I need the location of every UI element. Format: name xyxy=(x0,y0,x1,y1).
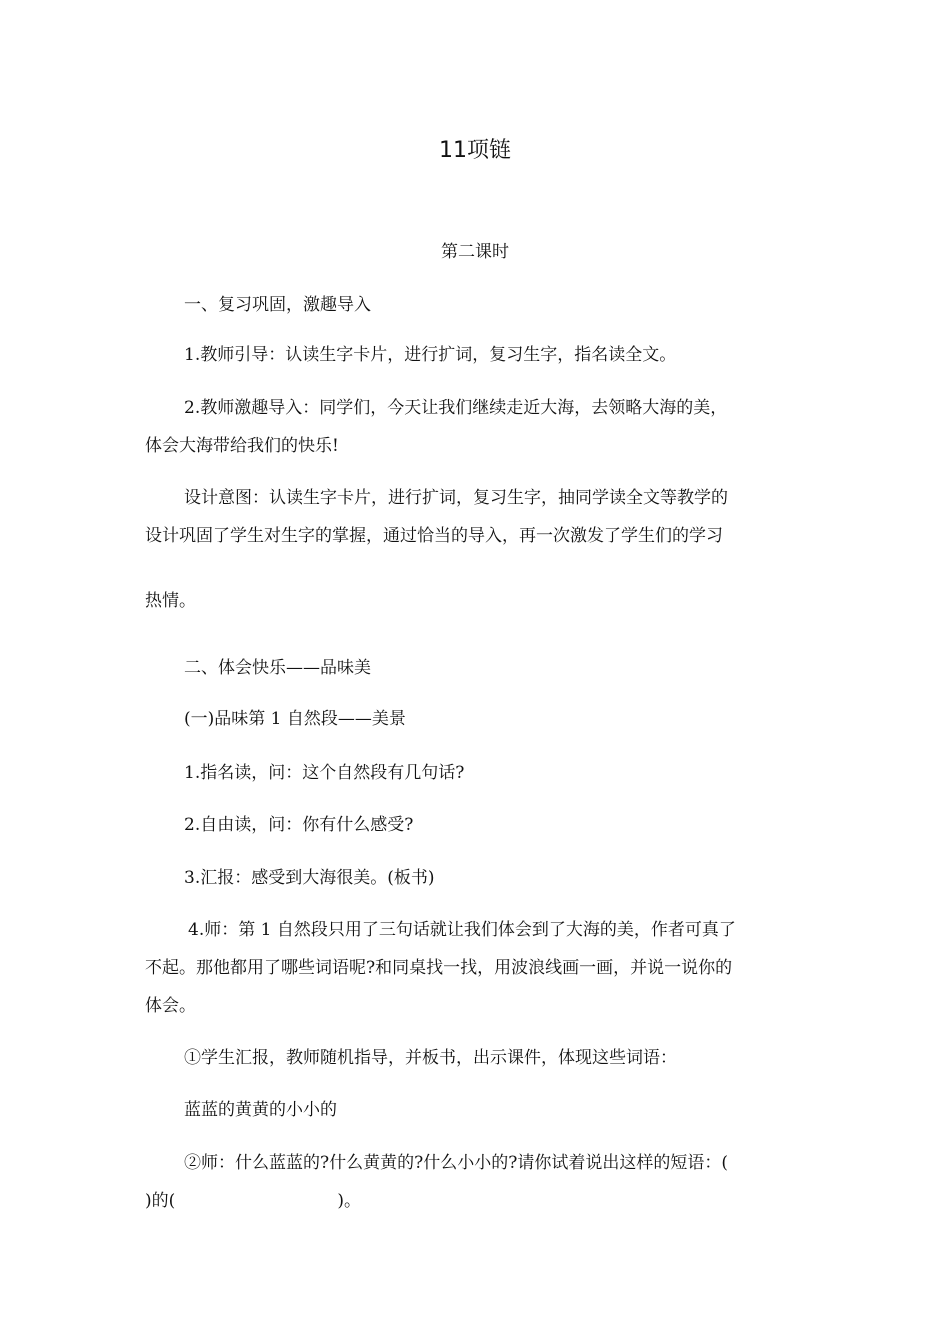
step-1: 1.指名读，问：这个自然段有几句话? xyxy=(184,763,465,783)
step-4-line-3: 体会。 xyxy=(145,996,196,1016)
design-intent-line-1: 设计意图：认读生字卡片，进行扩词，复习生字，抽同学读全文等教学的 xyxy=(184,488,728,508)
section-2-heading: 二、体会快乐——品味美 xyxy=(184,658,371,678)
activity-2-line-1: ②师：什么蓝蓝的?什么黄黄的?什么小小的?请你试着说出这样的短语：( xyxy=(184,1153,728,1173)
step-4-line-2: 不起。那他都用了哪些词语呢?和同桌找一找，用波浪线画一画，并说一说你的 xyxy=(145,958,733,978)
activity-2-line-2: )的( )。 xyxy=(145,1191,362,1211)
section-1-heading: 一、复习巩固，激趣导入 xyxy=(184,295,371,315)
design-intent-line-2: 设计巩固了学生对生字的掌握，通过恰当的导入，再一次激发了学生们的学习 xyxy=(145,526,723,546)
step-3: 3.汇报：感受到大海很美。(板书) xyxy=(184,868,435,888)
paragraph-intro-line-2: 体会大海带给我们的快乐! xyxy=(145,436,339,456)
activity-1: ①学生汇报，教师随机指导，并板书，出示课件，体现这些词语： xyxy=(184,1048,677,1068)
document-title: 11项链 xyxy=(439,138,511,163)
step-4-line-1: 4.师：第 1 自然段只用了三句话就让我们体会到了大海的美，作者可真了 xyxy=(188,920,736,940)
design-intent-line-3: 热情。 xyxy=(145,591,196,611)
paragraph-intro-line-1: 2.教师激趣导入：同学们，今天让我们继续走近大海，去领略大海的美， xyxy=(184,398,728,418)
step-2: 2.自由读，问：你有什么感受? xyxy=(184,815,414,835)
paragraph-teacher-guide: 1.教师引导：认读生字卡片，进行扩词，复习生字，指名读全文。 xyxy=(184,345,677,365)
key-words: 蓝蓝的黄黄的小小的 xyxy=(184,1100,337,1120)
subsection-paragraph-1: (一)品味第 1 自然段——美景 xyxy=(184,709,406,729)
lesson-period: 第二课时 xyxy=(441,242,509,262)
